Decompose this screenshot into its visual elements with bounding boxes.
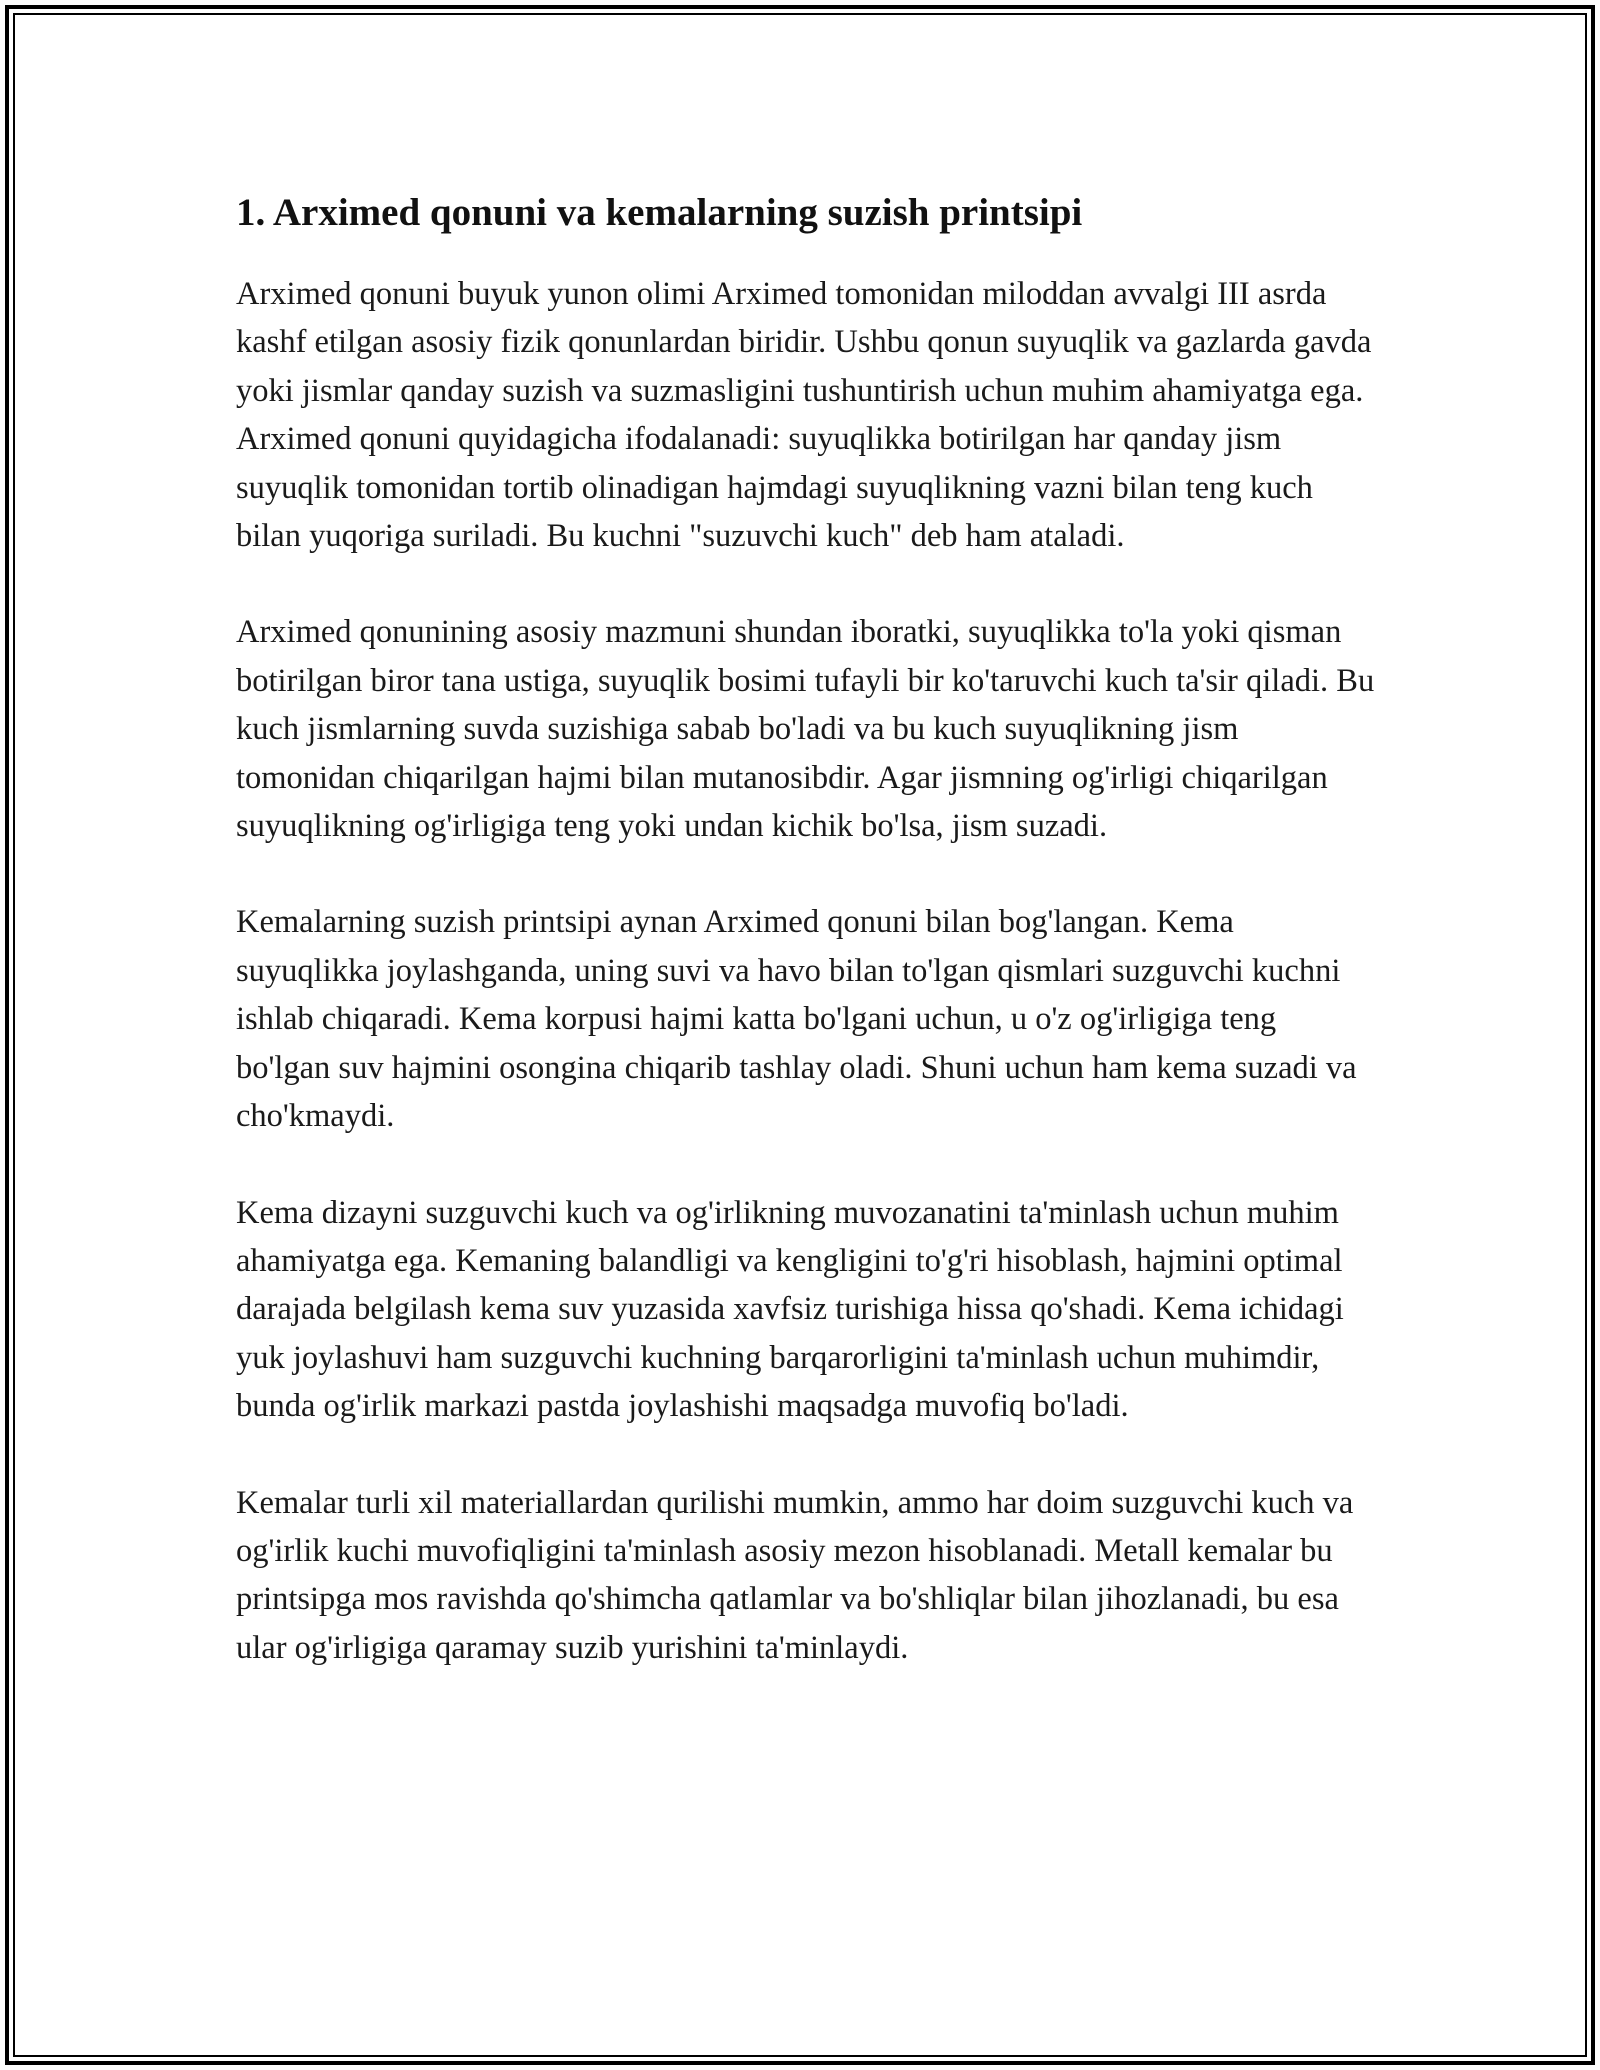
- document-body: [236, 186, 1376, 1720]
- paragraph-5: Kemalar turli xil materiallardan qurilishi mumkin, ammo har doim suzguvchi kuch va og'irlik kuchi muvofiqligini ta'minlash asosiy mezon hisoblanadi. Metall kemalar bu printsipga mos ravishda qo'shimcha qatlamlar va bo'shliqlar bilan jihozlanadi, bu esa ular og'irligiga qaramay suzib yurishini ta'minlaydi.: [236, 1484, 1354, 1666]
- paragraph-3: Kemalarning suzish printsipi aynan Arximed qonuni bilan bog'langan. Kema suyuqlikka joylashganda, uning suvi va havo bilan to'lgan qismlari suzguvchi kuchni ishlab chiqaradi. Kema korpusi hajmi katta bo'lgani uchun, u o'z og'irligiga teng bo'lgan suv hajmini osongina chiqarib tashlay oladi. Shuni uchun ham kema suzadi va cho'kmaydi.: [236, 904, 1357, 1135]
- paragraph-4: Kema dizayni suzguvchi kuch va og'irlikning muvozanatini ta'minlash uchun muhim ahamiyatga ega. Kemaning balandligi va kengligini to'g'ri hisoblash, hajmini optimal darajada belgilash kema suv yuzasida xavfsiz turishiga hissa qo'shadi. Kema ichidagi yuk joylashuvi ham suzguvchi kuchning barqarorligini ta'minlash uchun muhimdir, bunda og'irlik markazi pastda joylashishi maqsadga muvofiq bo'ladi.: [236, 1194, 1344, 1425]
- section-heading: 1. Arximed qonuni va kemalarning suzish printsipi: [236, 191, 1083, 234]
- paragraph-2: Arximed qonunining asosiy mazmuni shundan iboratki, suyuqlikka to'la yoki qisman botirilgan biror tana ustiga, suyuqlik bosimi tufayli bir ko'taruvchi kuch ta'sir qiladi. Bu kuch jismlarning suvda suzishiga sabab bo'ladi va bu kuch suyuqlikning jism tomonidan chiqarilgan hajmi bilan mutanosibdir. Agar jismning og'irligi chiqarilgan suyuqlikning og'irligiga teng yoki undan kichik bo'lsa, jism suzadi.: [236, 614, 1375, 845]
- paragraph-1: Arximed qonuni buyuk yunon olimi Arximed tomonidan miloddan avvalgi III asrda kashf etilgan asosiy fizik qonunlardan biridir. Ushbu qonun suyuqlik va gazlarda gavda yoki jismlar qanday suzish va suzmasligini tushuntirish uchun muhim ahamiyatga ega. Arximed qonuni quyidagicha ifodalanadi: suyuqlikka botirilgan har qanday jism suyuqlik tomonidan tortib olinadigan hajmdagi suyuqlikning vazni bilan teng kuch bilan yuqoriga suriladi. Bu kuchni "suzuvchi kuch" deb ham ataladi.: [236, 276, 1372, 555]
